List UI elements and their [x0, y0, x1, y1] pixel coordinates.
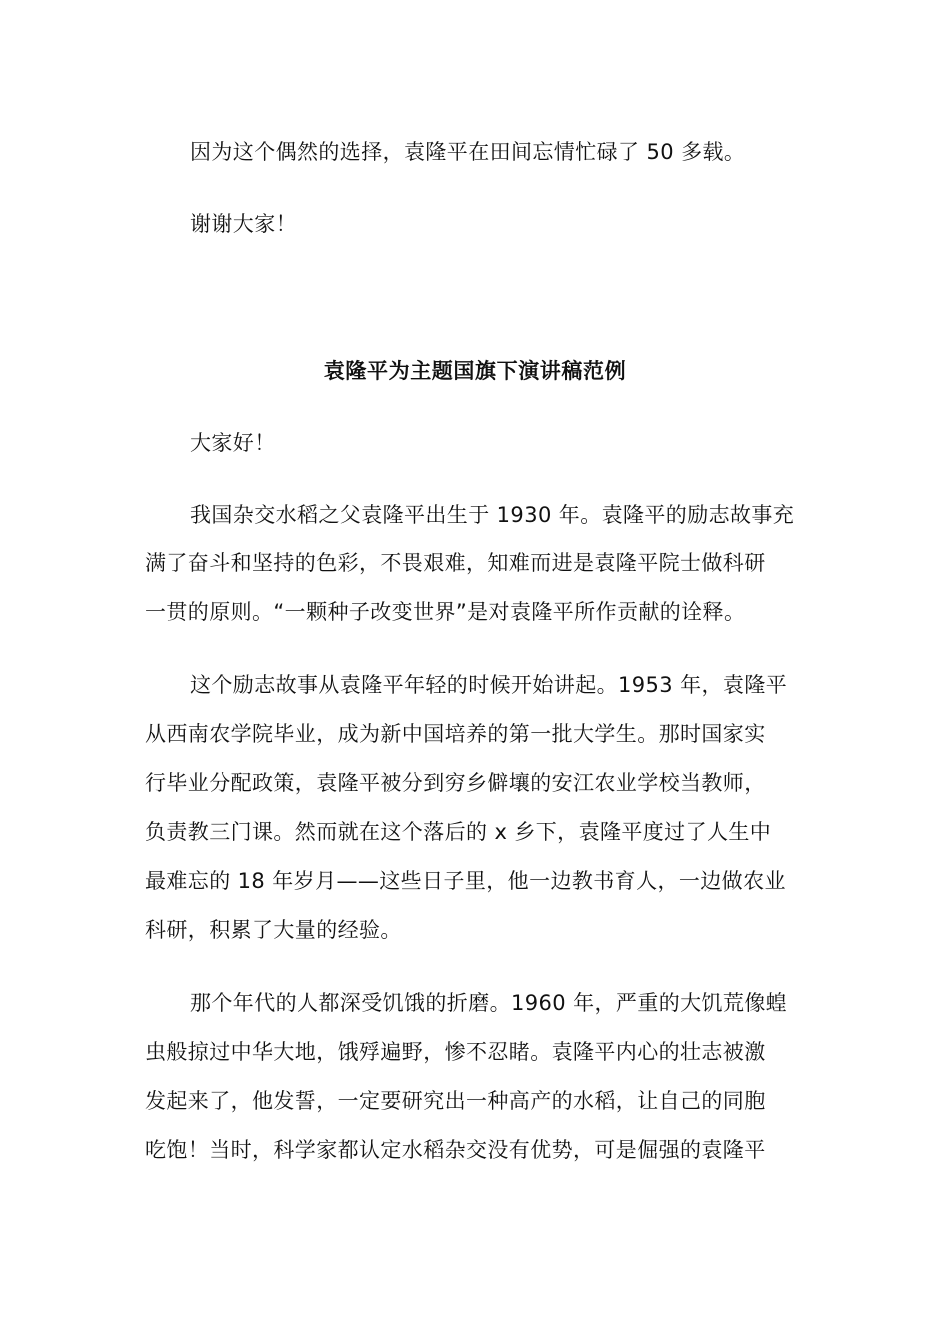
paragraph-line: 负责教三门课。然而就在这个落后的 x 乡下，袁隆平度过了人生中 [145, 820, 772, 844]
paragraph-line: 从西南农学院毕业，成为新中国培养的第一批大学生。那时国家实 [145, 722, 766, 746]
paragraph-line: 吃饱！当时，科学家都认定水稻杂交没有优势，可是倔强的袁隆平 [145, 1138, 766, 1162]
previous-speech-closing-line: 因为这个偶然的选择，袁隆平在田间忘情忙碌了 50 多载。 [190, 140, 746, 164]
paragraph-line: 科研，积累了大量的经验。 [145, 918, 402, 942]
speech-title: 袁隆平为主题国旗下演讲稿范例 [323, 359, 627, 383]
paragraph-line: 这个励志故事从袁隆平年轻的时候开始讲起。1953 年，袁隆平 [190, 673, 788, 697]
paragraph-line: 虫般掠过中华大地，饿殍遍野，惨不忍睹。袁隆平内心的壮志被激 [145, 1040, 766, 1064]
paragraph-line: 一贯的原则。“一颗种子改变世界”是对袁隆平所作贡献的诠释。 [145, 600, 746, 624]
speech-greeting: 大家好！ [190, 431, 276, 455]
paragraph-line: 满了奋斗和坚持的色彩，不畏艰难，知难而进是袁隆平院士做科研 [145, 551, 766, 575]
paragraph-line: 发起来了，他发誓，一定要研究出一种高产的水稻，让自己的同胞 [145, 1089, 766, 1113]
paragraph-line: 我国杂交水稻之父袁隆平出生于 1930 年。袁隆平的励志故事充 [190, 503, 795, 527]
paragraph-line: 最难忘的 18 年岁月——这些日子里，他一边教书育人，一边做农业 [145, 869, 786, 893]
paragraph-line: 那个年代的人都深受饥饿的折磨。1960 年，严重的大饥荒像蝗 [190, 991, 788, 1015]
paragraph-line: 行毕业分配政策，袁隆平被分到穷乡僻壤的安江农业学校当教师， [145, 771, 766, 795]
previous-speech-thanks: 谢谢大家！ [190, 212, 297, 236]
